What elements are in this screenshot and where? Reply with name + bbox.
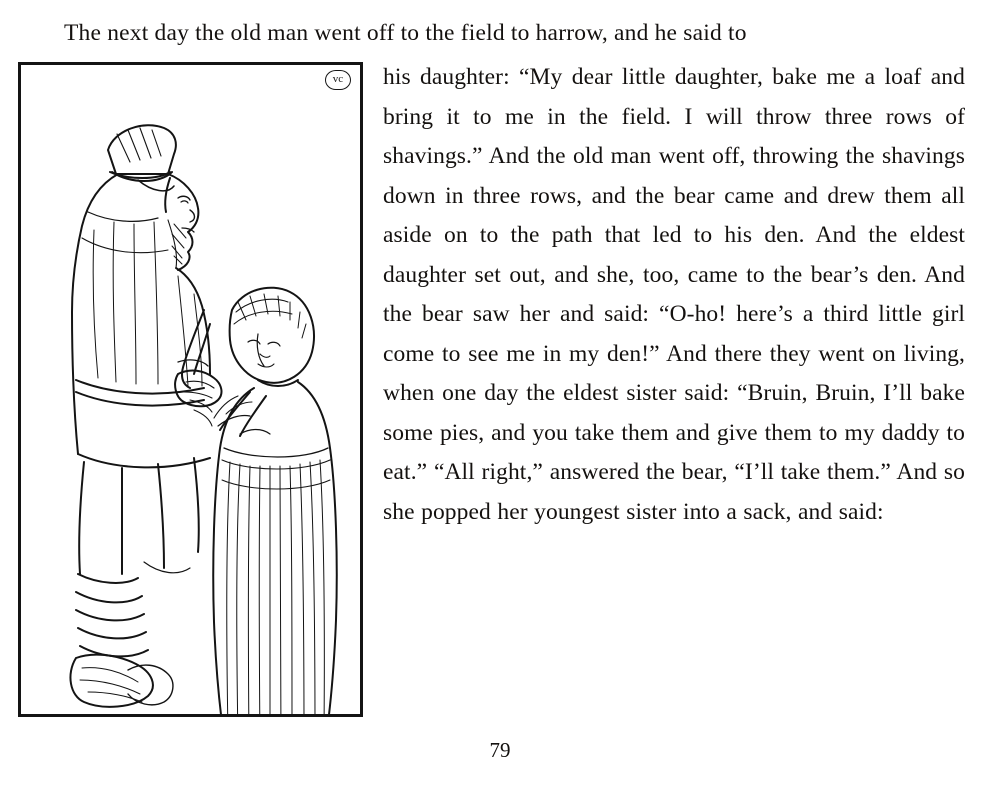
page-number: 79 <box>489 738 511 762</box>
illustration-drawing <box>18 62 363 717</box>
body-paragraph: his daughter: “My dear little daughter, bake me a loaf and bring it to me in the field. I will throw three rows of shavings.” And the old man went off, throwing the shavings down in three rows, and the bear came and drew them all aside on to the path that led to his den. And the eldest daughter set out, and she, too, came to the bear’s den. And the bear saw her and said: “O-ho! here’s a third little girl come to see me in my den!” And there they went on living, when one day the eldest sister said: “Bruin, Bruin, I’ll bake some pies, and you take them and give them to my daddy to eat.” “All right,” answered the bear, “I’ll take them.” And so she popped her youngest sister into a sack, and said: <box>383 64 965 525</box>
illustration-block <box>18 62 363 717</box>
body-text-column <box>383 58 965 532</box>
page-first-line: The next day the old man went off to the field to harrow, and he said to <box>64 20 747 46</box>
artist-monogram: vc <box>325 70 351 90</box>
